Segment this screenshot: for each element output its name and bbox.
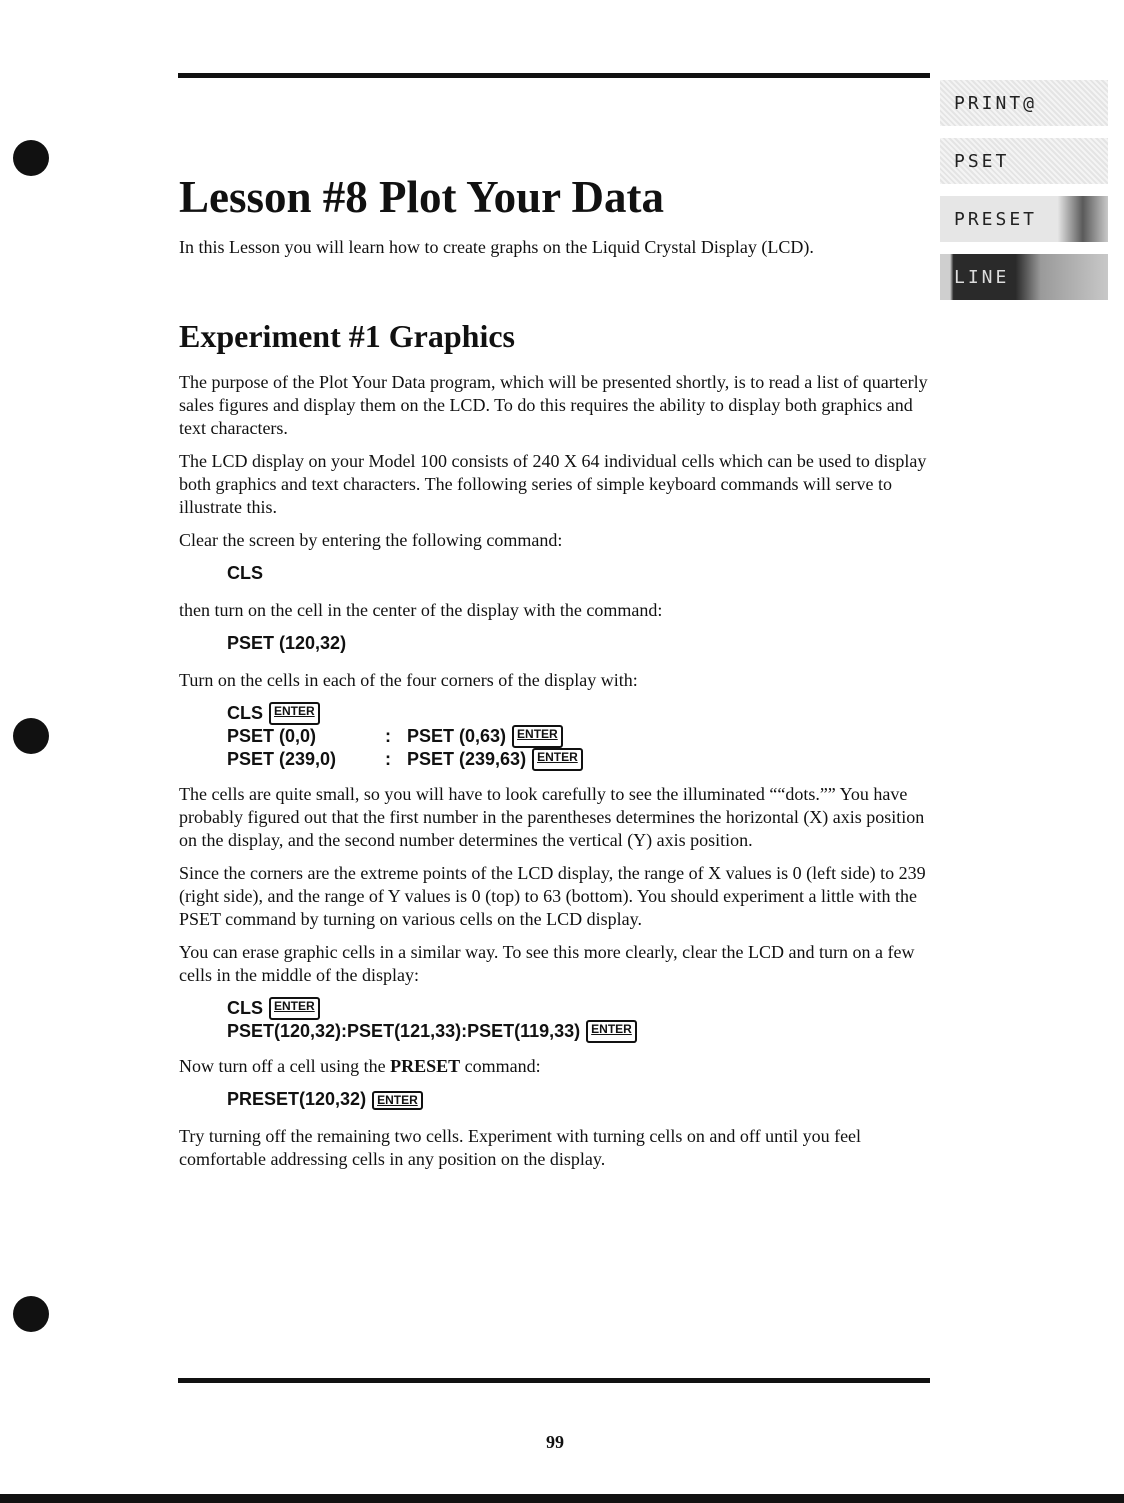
paragraph-turn-off bbox=[179, 1055, 931, 1078]
code-preset bbox=[227, 1088, 931, 1111]
side-tab-line: LINE bbox=[940, 254, 1108, 300]
code-line bbox=[227, 725, 931, 748]
code-text: PSET (120,32) bbox=[227, 633, 347, 654]
paragraph-lcd-cells: The LCD display on your Model 100 consists of 240 X 64 individual cells which can be used to display both graphics and text characters. The following series of simple keyboard commands will serve to illustrate this. bbox=[179, 451, 927, 518]
punch-hole bbox=[13, 1296, 49, 1332]
lesson-intro: In this Lesson you will learn how to create graphs on the Liquid Crystal Display (LCD). bbox=[179, 237, 814, 257]
code-text: CLS bbox=[227, 563, 263, 584]
code-text: PSET (239,63) bbox=[407, 749, 527, 770]
code-line bbox=[227, 748, 931, 771]
enter-key-icon: ENTER bbox=[532, 748, 583, 771]
enter-key-icon: ENTER bbox=[512, 725, 563, 748]
code-separator: : bbox=[385, 726, 391, 747]
paragraph-extreme-points: Since the corners are the extreme points of the LCD display, the range of X values is 0 (left side) to 239 (right side), and the range of Y values is 0 (top) to 63 (bottom). You should experiment a little with the PSET command by turning on various cells on the LCD display. bbox=[179, 863, 926, 930]
code-text: CLS bbox=[227, 998, 263, 1019]
code-cls bbox=[227, 562, 931, 585]
top-rule bbox=[178, 73, 930, 78]
code-line bbox=[227, 997, 931, 1020]
lesson-title: Lesson #8 Plot Your Data bbox=[179, 172, 665, 222]
paragraph-try-turning: Try turning off the remaining two cells. Experiment with turning cells on and off until you feel comfortable addressing cells in any position on the display. bbox=[179, 1126, 862, 1170]
code-line bbox=[227, 1020, 931, 1043]
code-text: PSET (0,0) bbox=[227, 726, 317, 747]
punch-hole bbox=[13, 718, 49, 754]
side-tab-print: PRINT@ bbox=[940, 80, 1108, 126]
code-text: PSET (239,0) bbox=[227, 749, 337, 770]
code-text: PRESET(120,32) bbox=[227, 1089, 367, 1110]
experiment-title: Experiment #1 Graphics bbox=[179, 318, 515, 354]
text-span: Now turn off a cell using the bbox=[179, 1056, 391, 1077]
bottom-edge bbox=[0, 1494, 1124, 1503]
code-text: PSET (0,63) bbox=[407, 726, 507, 747]
paragraph-cells-small: The cells are quite small, so you will have to look carefully to see the illuminated ““dots.”” You have probably figured out that the first number in the parentheses determines the horizontal (X) axis position on the display, and the second number determines the vertical (Y) axis position. bbox=[179, 784, 925, 851]
paragraph-clear-screen: Clear the screen by entering the following command: bbox=[179, 530, 563, 551]
page-content bbox=[179, 170, 931, 1181]
side-tab-pset: PSET bbox=[940, 138, 1108, 184]
enter-key-icon: ENTER bbox=[269, 997, 320, 1020]
enter-key-icon: ENTER bbox=[586, 1020, 637, 1043]
code-line bbox=[227, 702, 931, 725]
punch-hole bbox=[13, 140, 49, 176]
page-number: 99 bbox=[546, 1432, 564, 1452]
paragraph-four-corners: Turn on the cells in each of the four corners of the display with: bbox=[179, 670, 638, 691]
code-four-corners bbox=[227, 702, 931, 771]
side-tab-preset: PRESET bbox=[940, 196, 1108, 242]
bottom-rule bbox=[178, 1378, 930, 1383]
enter-key-icon: ENTER bbox=[269, 702, 320, 725]
code-erase bbox=[227, 997, 931, 1043]
paragraph-turn-on-center: then turn on the cell in the center of the display with the command: bbox=[179, 600, 663, 621]
text-span: command: bbox=[460, 1056, 541, 1077]
paragraph-erase-cells: You can erase graphic cells in a similar way. To see this more clearly, clear the LCD and turn on a few cells in the middle of the display: bbox=[179, 942, 915, 986]
code-text: CLS bbox=[227, 703, 263, 724]
code-pset-center bbox=[227, 632, 931, 655]
enter-key-icon: ENTER bbox=[372, 1091, 423, 1110]
paragraph-purpose: The purpose of the Plot Your Data program, which will be presented shortly, is to read a list of quarterly sales figures and display them on the LCD. To do this requires the ability to display both graphics and text characters. bbox=[179, 372, 928, 439]
code-separator: : bbox=[385, 749, 391, 770]
preset-keyword: PRESET bbox=[390, 1056, 461, 1077]
code-text: PSET(120,32):PSET(121,33):PSET(119,33) bbox=[227, 1021, 581, 1042]
